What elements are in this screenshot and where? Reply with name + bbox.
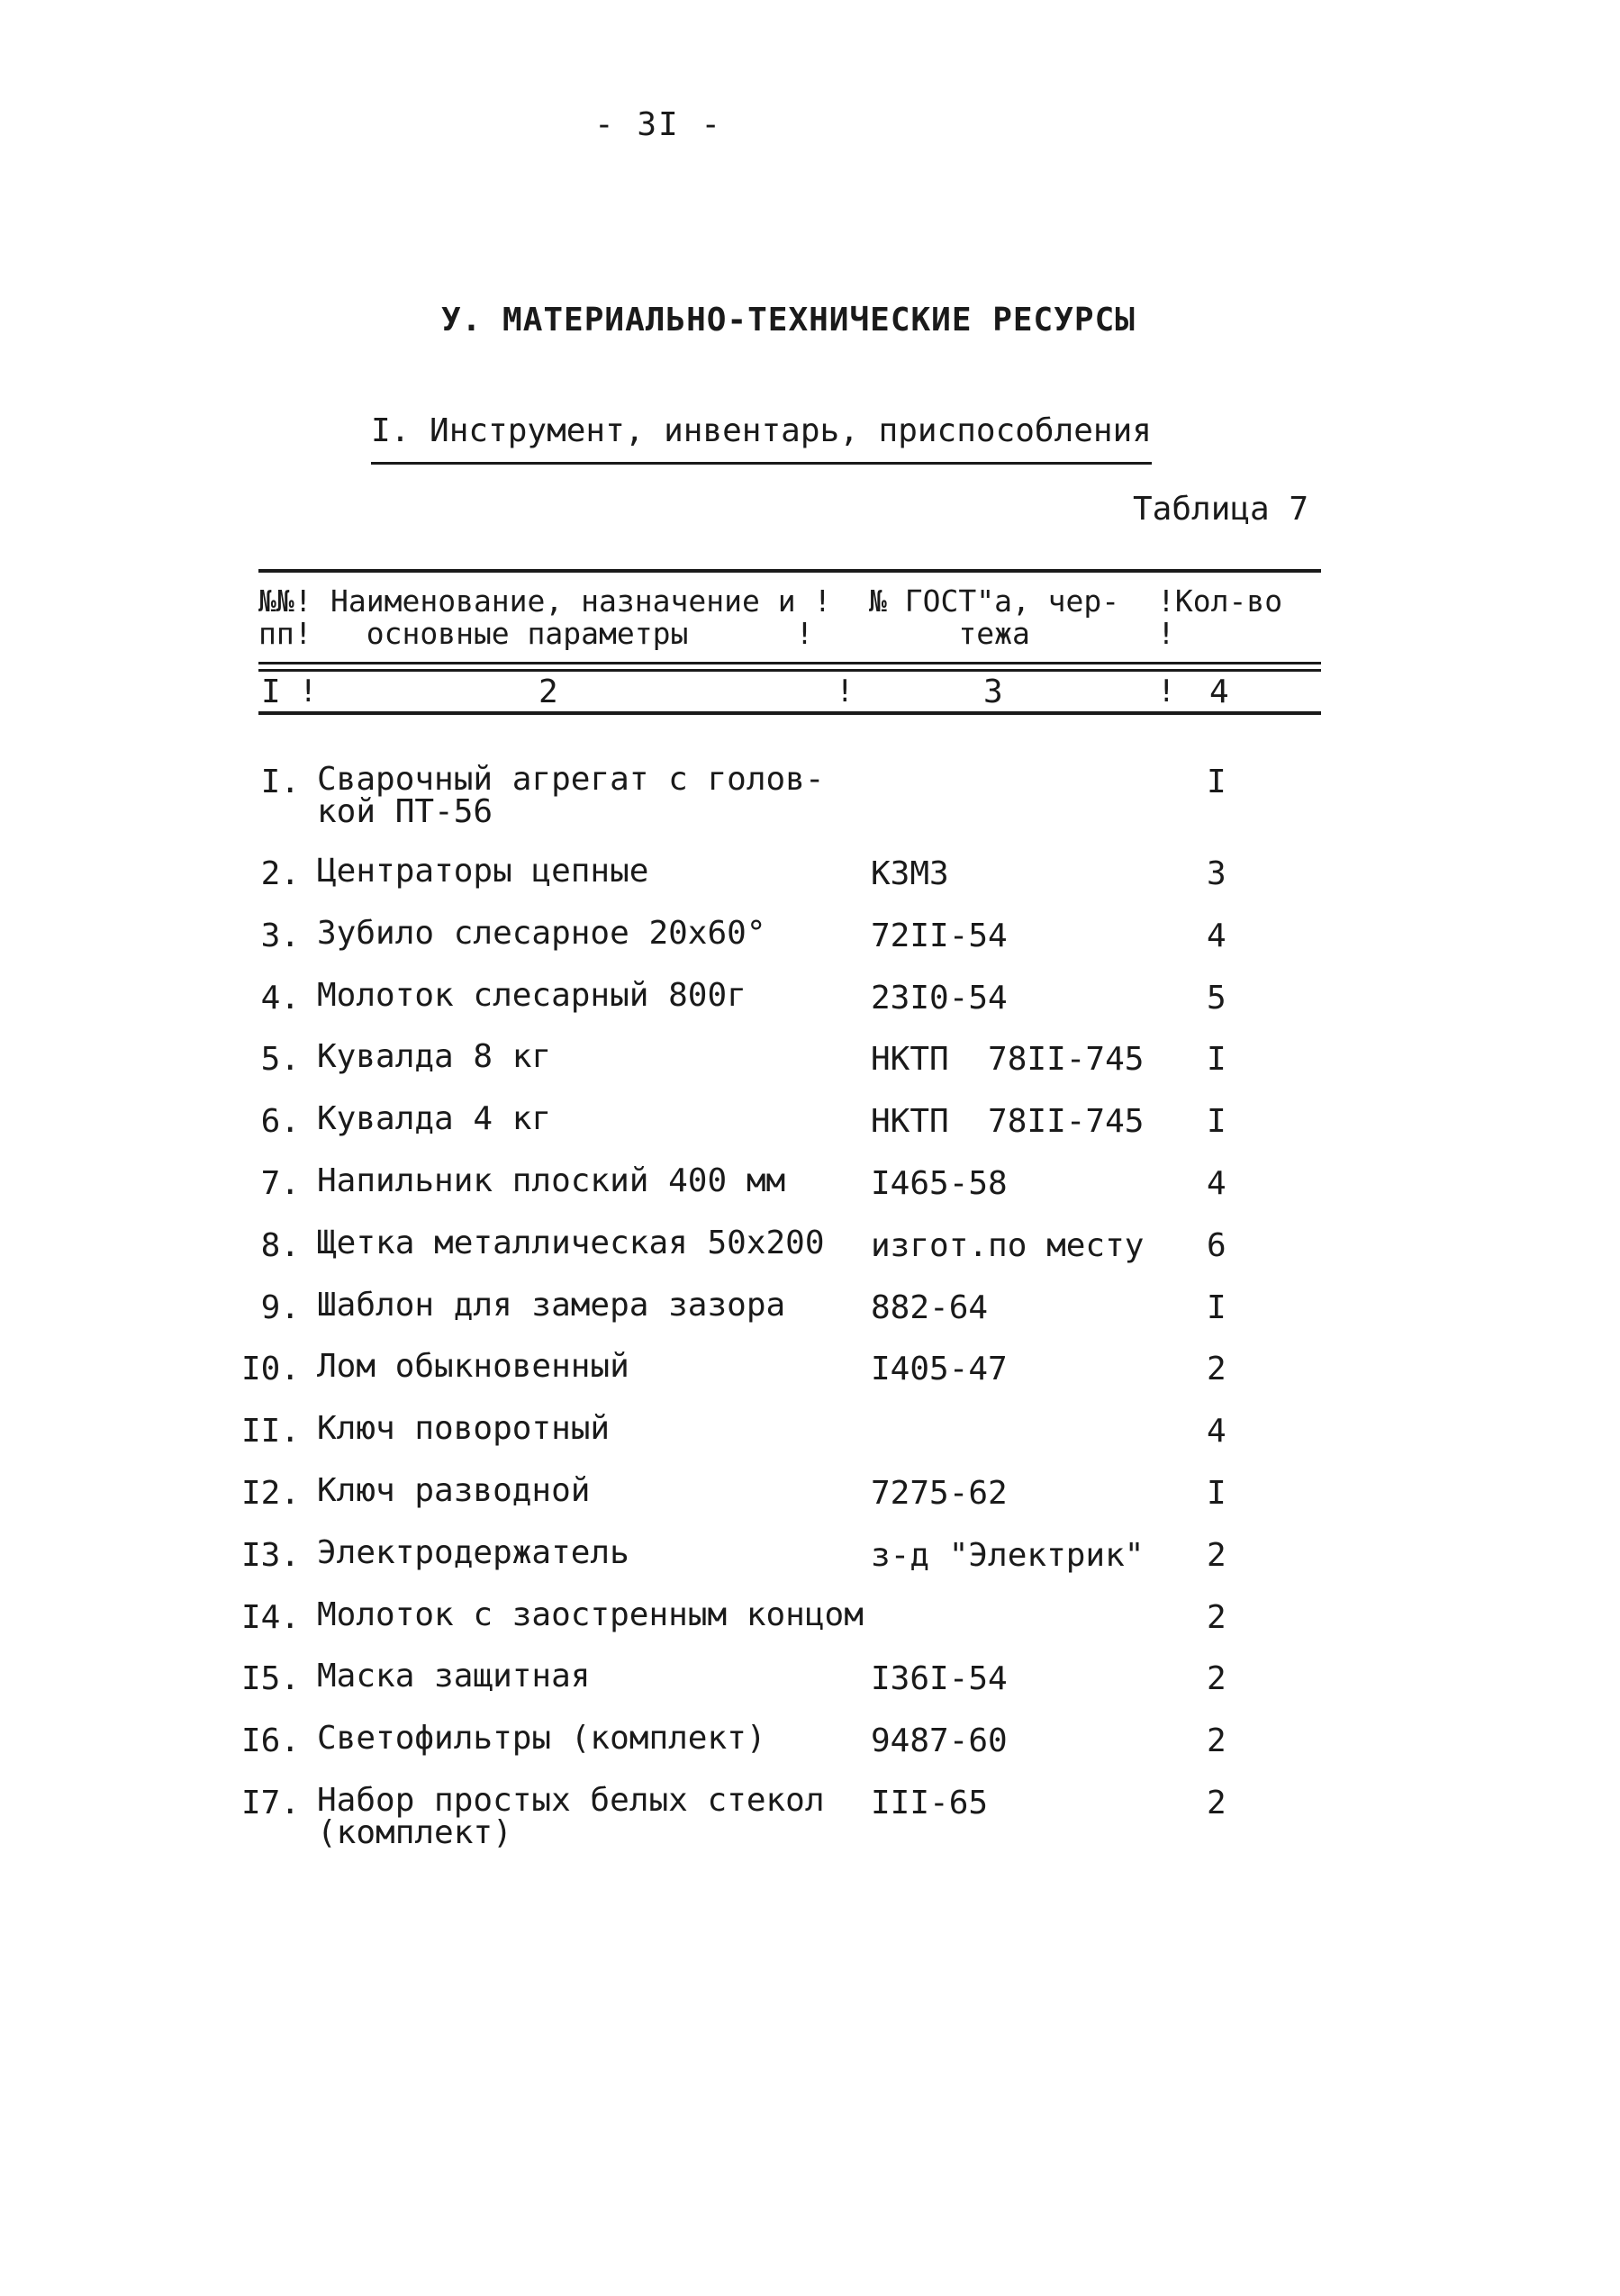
item-name: Центраторы цепные (317, 853, 649, 890)
row-number: I3. (240, 1536, 300, 1574)
header-quantity-column: !Кол-во ! (1157, 583, 1283, 651)
column-number-1: I (261, 673, 281, 710)
item-name: Набор простых белых стекол (комплект) (317, 1781, 825, 1851)
table-row (0, 1286, 1620, 1351)
item-name: Ключ разводной (317, 1471, 591, 1509)
item-name: Сварочный агрегат с голов- кой ПТ-56 (317, 761, 825, 830)
item-name: Ключ поворотный (317, 1410, 611, 1448)
gost-reference: I465-58 (871, 1164, 1008, 1202)
row-number: II. (240, 1413, 300, 1451)
item-name: Шаблон для замера зазора (317, 1286, 786, 1324)
item-quantity: 4 (1207, 917, 1226, 954)
item-name: Лом обыкновенный (317, 1348, 629, 1386)
item-quantity: 5 (1207, 979, 1226, 1017)
row-number: 2. (260, 855, 300, 892)
row-number: 8. (260, 1226, 300, 1264)
table-row (0, 1100, 1620, 1165)
row-number: I4. (240, 1598, 300, 1636)
table-row (0, 1533, 1620, 1599)
table-row (0, 1471, 1620, 1537)
item-quantity: 3 (1207, 855, 1226, 892)
row-number: I2. (240, 1474, 300, 1512)
row-number: I7. (240, 1784, 300, 1821)
column-number-3: 3 (983, 673, 1003, 710)
gost-reference: НКТП 78II-745 (871, 1041, 1145, 1079)
table-row (0, 1660, 1620, 1722)
column-separator: ! (299, 673, 318, 710)
item-name: Светофильтры (комплект) (317, 1720, 766, 1758)
section-title: У. МАТЕРИАЛЬНО-ТЕХНИЧЕСКИЕ РЕСУРСЫ (441, 302, 1136, 339)
row-number: 4. (260, 979, 300, 1017)
item-name: Щетка металлическая 50х200 (317, 1224, 825, 1261)
table-row (0, 1595, 1620, 1661)
table-row (0, 1224, 1620, 1289)
item-name: Молоток с заостренным концом (317, 1595, 864, 1633)
table-row (0, 1162, 1620, 1227)
table-row (0, 1410, 1620, 1475)
item-quantity: 4 (1207, 1413, 1226, 1451)
table-row (0, 1722, 1620, 1785)
column-separator: ! (836, 673, 855, 710)
row-number: 5. (260, 1041, 300, 1079)
gost-reference: 23I0-54 (871, 979, 1008, 1017)
gost-reference: 9487-60 (871, 1722, 1008, 1760)
gost-reference: 7275-62 (871, 1474, 1008, 1512)
row-number: I6. (240, 1722, 300, 1760)
row-number: 9. (260, 1288, 300, 1326)
column-number-4: 4 (1209, 673, 1229, 710)
table-row (0, 761, 1620, 855)
gost-reference: III-65 (871, 1784, 989, 1821)
item-quantity: 2 (1207, 1660, 1226, 1698)
row-number: I0. (240, 1351, 300, 1388)
row-number: 7. (260, 1164, 300, 1202)
item-quantity: 2 (1207, 1351, 1226, 1388)
page-number: - 3I - (594, 106, 723, 143)
item-quantity: I (1207, 1103, 1226, 1141)
item-name: Маска защитная (317, 1658, 591, 1695)
gost-reference: I405-47 (871, 1351, 1008, 1388)
table-row (0, 855, 1620, 917)
table-row (0, 914, 1620, 980)
table-row (0, 1781, 1620, 1876)
column-separator: ! (1157, 673, 1176, 710)
column-number-2: 2 (538, 673, 558, 710)
table-row (0, 976, 1620, 1042)
row-number: I. (260, 764, 300, 800)
row-number: 6. (260, 1103, 300, 1141)
item-quantity: 4 (1207, 1164, 1226, 1202)
gost-reference: I36I-54 (871, 1660, 1008, 1698)
table-body (0, 761, 1620, 1876)
table-caption: Таблица 7 (1133, 491, 1309, 528)
item-quantity: I (1207, 1474, 1226, 1512)
gost-reference: 882-64 (871, 1288, 989, 1326)
header-name-column: Наименование, назначение и ! основные параметры ! (330, 583, 832, 651)
table-row (0, 1348, 1620, 1413)
item-name: Кувалда 4 кг (317, 1100, 552, 1138)
header-rule-upper (258, 662, 1321, 664)
item-quantity: 6 (1207, 1226, 1226, 1264)
header-gost-column: № ГОСТ"а, чер- тежа (869, 583, 1120, 651)
gost-reference: з-д "Электрик" (871, 1536, 1145, 1574)
item-quantity: I (1207, 764, 1226, 800)
item-name: Электродержатель (317, 1533, 629, 1571)
gost-reference: КЗМЗ (871, 855, 949, 892)
item-quantity: 2 (1207, 1536, 1226, 1574)
gost-reference: изгот.по месту (871, 1226, 1145, 1264)
table-header-bottom-rule (258, 711, 1321, 715)
subsection-title: I. Инструмент, инвентарь, приспособления (371, 412, 1152, 465)
item-name: Напильник плоский 400 мм (317, 1162, 786, 1199)
table-top-rule (258, 569, 1321, 573)
header-rule-lower (258, 669, 1321, 672)
header-number-column: №№! пп! (258, 583, 312, 651)
row-number: I5. (240, 1660, 300, 1698)
item-name: Кувалда 8 кг (317, 1038, 552, 1076)
item-quantity: I (1207, 1288, 1226, 1326)
item-quantity: I (1207, 1041, 1226, 1079)
row-number: 3. (260, 917, 300, 954)
table-row (0, 1038, 1620, 1103)
gost-reference: 72II-54 (871, 917, 1008, 954)
item-name: Зубило слесарное 20х60° (317, 914, 766, 952)
gost-reference: НКТП 78II-745 (871, 1103, 1145, 1141)
item-quantity: 2 (1207, 1598, 1226, 1636)
item-quantity: 2 (1207, 1784, 1226, 1821)
item-name: Молоток слесарный 800г (317, 976, 747, 1014)
item-quantity: 2 (1207, 1722, 1226, 1760)
